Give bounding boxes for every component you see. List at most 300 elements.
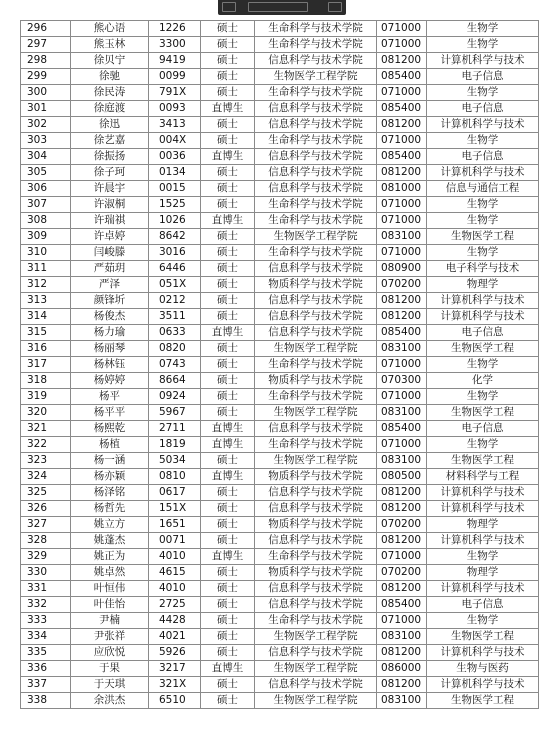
id-code-cell: 0036 bbox=[149, 149, 201, 165]
admission-list-table bbox=[20, 20, 539, 709]
id-code-cell: 1819 bbox=[149, 437, 201, 453]
name-cell: 徐子珂 bbox=[71, 165, 149, 181]
major-name-cell: 生物学 bbox=[427, 213, 539, 229]
degree-type-cell: 硕士 bbox=[201, 85, 255, 101]
id-code-cell: 3511 bbox=[149, 309, 201, 325]
major-code-cell: 083100 bbox=[377, 629, 427, 645]
name-cell: 姚蓬杰 bbox=[71, 533, 149, 549]
name-cell: 徐迅 bbox=[71, 117, 149, 133]
major-name-cell: 生物学 bbox=[427, 85, 539, 101]
major-name-cell: 生物医学工程 bbox=[427, 453, 539, 469]
name-cell: 许瑞祺 bbox=[71, 213, 149, 229]
id-code-cell: 0924 bbox=[149, 389, 201, 405]
id-code-cell: 8642 bbox=[149, 229, 201, 245]
major-code-cell: 081200 bbox=[377, 485, 427, 501]
row-number-cell: 338 bbox=[21, 693, 71, 709]
row-number-cell: 310 bbox=[21, 245, 71, 261]
degree-type-cell: 硕士 bbox=[201, 405, 255, 421]
degree-type-cell: 硕士 bbox=[201, 517, 255, 533]
major-name-cell: 电子信息 bbox=[427, 421, 539, 437]
school-cell: 生命科学与技术学院 bbox=[255, 613, 377, 629]
id-code-cell: 0015 bbox=[149, 181, 201, 197]
degree-type-cell: 硕士 bbox=[201, 229, 255, 245]
row-number-cell: 321 bbox=[21, 421, 71, 437]
id-code-cell: 5034 bbox=[149, 453, 201, 469]
major-code-cell: 070200 bbox=[377, 565, 427, 581]
name-cell: 杨平 bbox=[71, 389, 149, 405]
school-cell: 信息科学与技术学院 bbox=[255, 149, 377, 165]
degree-type-cell: 直博生 bbox=[201, 421, 255, 437]
name-cell: 姚正为 bbox=[71, 549, 149, 565]
major-code-cell: 083100 bbox=[377, 229, 427, 245]
name-cell: 熊心语 bbox=[71, 21, 149, 37]
id-code-cell: 0212 bbox=[149, 293, 201, 309]
school-cell: 生命科学与技术学院 bbox=[255, 245, 377, 261]
degree-type-cell: 硕士 bbox=[201, 565, 255, 581]
id-code-cell: 5967 bbox=[149, 405, 201, 421]
major-name-cell: 电子信息 bbox=[427, 149, 539, 165]
id-code-cell: 3413 bbox=[149, 117, 201, 133]
table-row bbox=[21, 517, 539, 533]
name-cell: 闫峻滕 bbox=[71, 245, 149, 261]
name-cell: 许晨宇 bbox=[71, 181, 149, 197]
major-name-cell: 生物医学工程 bbox=[427, 229, 539, 245]
name-cell: 熊玉林 bbox=[71, 37, 149, 53]
major-name-cell: 生物医学工程 bbox=[427, 405, 539, 421]
degree-type-cell: 硕士 bbox=[201, 501, 255, 517]
school-cell: 生命科学与技术学院 bbox=[255, 357, 377, 373]
school-cell: 信息科学与技术学院 bbox=[255, 533, 377, 549]
school-cell: 生物医学工程学院 bbox=[255, 661, 377, 677]
page-number-field[interactable] bbox=[248, 2, 308, 12]
major-code-cell: 081200 bbox=[377, 677, 427, 693]
table-row bbox=[21, 165, 539, 181]
school-cell: 信息科学与技术学院 bbox=[255, 309, 377, 325]
row-number-cell: 325 bbox=[21, 485, 71, 501]
id-code-cell: 4010 bbox=[149, 549, 201, 565]
major-code-cell: 083100 bbox=[377, 453, 427, 469]
row-number-cell: 336 bbox=[21, 661, 71, 677]
row-number-cell: 319 bbox=[21, 389, 71, 405]
row-number-cell: 322 bbox=[21, 437, 71, 453]
name-cell: 杨力瑜 bbox=[71, 325, 149, 341]
school-cell: 生命科学与技术学院 bbox=[255, 21, 377, 37]
name-cell: 姚卓然 bbox=[71, 565, 149, 581]
school-cell: 生物医学工程学院 bbox=[255, 69, 377, 85]
table-row bbox=[21, 85, 539, 101]
id-code-cell: 3217 bbox=[149, 661, 201, 677]
table-row bbox=[21, 549, 539, 565]
major-name-cell: 电子信息 bbox=[427, 101, 539, 117]
major-code-cell: 085400 bbox=[377, 101, 427, 117]
major-name-cell: 计算机科学与技术 bbox=[427, 581, 539, 597]
major-code-cell: 086000 bbox=[377, 661, 427, 677]
id-code-cell: 151X bbox=[149, 501, 201, 517]
major-code-cell: 081200 bbox=[377, 293, 427, 309]
id-code-cell: 0820 bbox=[149, 341, 201, 357]
major-name-cell: 物理学 bbox=[427, 277, 539, 293]
major-name-cell: 计算机科学与技术 bbox=[427, 293, 539, 309]
major-code-cell: 071000 bbox=[377, 133, 427, 149]
major-code-cell: 071000 bbox=[377, 85, 427, 101]
name-cell: 尹楠 bbox=[71, 613, 149, 629]
school-cell: 物质科学与技术学院 bbox=[255, 517, 377, 533]
school-cell: 物质科学与技术学院 bbox=[255, 373, 377, 389]
major-name-cell: 计算机科学与技术 bbox=[427, 53, 539, 69]
degree-type-cell: 硕士 bbox=[201, 133, 255, 149]
degree-type-cell: 硕士 bbox=[201, 453, 255, 469]
degree-type-cell: 直博生 bbox=[201, 469, 255, 485]
school-cell: 生物医学工程学院 bbox=[255, 453, 377, 469]
major-name-cell: 计算机科学与技术 bbox=[427, 645, 539, 661]
school-cell: 物质科学与技术学院 bbox=[255, 565, 377, 581]
prev-page-button[interactable] bbox=[222, 2, 236, 12]
major-name-cell: 化学 bbox=[427, 373, 539, 389]
major-code-cell: 081200 bbox=[377, 645, 427, 661]
name-cell: 徐艺嘉 bbox=[71, 133, 149, 149]
table-row bbox=[21, 309, 539, 325]
table-row bbox=[21, 693, 539, 709]
major-name-cell: 计算机科学与技术 bbox=[427, 533, 539, 549]
row-number-cell: 313 bbox=[21, 293, 71, 309]
row-number-cell: 315 bbox=[21, 325, 71, 341]
major-name-cell: 生物学 bbox=[427, 197, 539, 213]
row-number-cell: 302 bbox=[21, 117, 71, 133]
name-cell: 杨亦颖 bbox=[71, 469, 149, 485]
school-cell: 生命科学与技术学院 bbox=[255, 133, 377, 149]
row-number-cell: 312 bbox=[21, 277, 71, 293]
school-cell: 生命科学与技术学院 bbox=[255, 37, 377, 53]
id-code-cell: 5926 bbox=[149, 645, 201, 661]
row-number-cell: 334 bbox=[21, 629, 71, 645]
table-row bbox=[21, 373, 539, 389]
major-code-cell: 071000 bbox=[377, 357, 427, 373]
row-number-cell: 316 bbox=[21, 341, 71, 357]
id-code-cell: 0810 bbox=[149, 469, 201, 485]
name-cell: 许卓婷 bbox=[71, 229, 149, 245]
major-name-cell: 生物学 bbox=[427, 21, 539, 37]
major-name-cell: 生物学 bbox=[427, 437, 539, 453]
row-number-cell: 326 bbox=[21, 501, 71, 517]
table-row bbox=[21, 181, 539, 197]
table-row bbox=[21, 645, 539, 661]
name-cell: 许淑桐 bbox=[71, 197, 149, 213]
table-row bbox=[21, 325, 539, 341]
row-number-cell: 318 bbox=[21, 373, 71, 389]
id-code-cell: 1226 bbox=[149, 21, 201, 37]
table-row bbox=[21, 565, 539, 581]
id-code-cell: 3016 bbox=[149, 245, 201, 261]
row-number-cell: 328 bbox=[21, 533, 71, 549]
degree-type-cell: 硕士 bbox=[201, 165, 255, 181]
school-cell: 生命科学与技术学院 bbox=[255, 85, 377, 101]
name-cell: 尹张祥 bbox=[71, 629, 149, 645]
major-code-cell: 081200 bbox=[377, 501, 427, 517]
degree-type-cell: 硕士 bbox=[201, 53, 255, 69]
school-cell: 信息科学与技术学院 bbox=[255, 421, 377, 437]
degree-type-cell: 硕士 bbox=[201, 597, 255, 613]
major-name-cell: 计算机科学与技术 bbox=[427, 485, 539, 501]
degree-type-cell: 硕士 bbox=[201, 629, 255, 645]
table-row bbox=[21, 213, 539, 229]
school-cell: 物质科学与技术学院 bbox=[255, 469, 377, 485]
school-cell: 信息科学与技术学院 bbox=[255, 261, 377, 277]
degree-type-cell: 硕士 bbox=[201, 117, 255, 133]
major-name-cell: 信息与通信工程 bbox=[427, 181, 539, 197]
school-cell: 信息科学与技术学院 bbox=[255, 53, 377, 69]
row-number-cell: 304 bbox=[21, 149, 71, 165]
id-code-cell: 1525 bbox=[149, 197, 201, 213]
id-code-cell: 8664 bbox=[149, 373, 201, 389]
school-cell: 信息科学与技术学院 bbox=[255, 181, 377, 197]
major-code-cell: 071000 bbox=[377, 213, 427, 229]
row-number-cell: 299 bbox=[21, 69, 71, 85]
major-code-cell: 081000 bbox=[377, 181, 427, 197]
school-cell: 物质科学与技术学院 bbox=[255, 277, 377, 293]
major-name-cell: 电子信息 bbox=[427, 325, 539, 341]
degree-type-cell: 硕士 bbox=[201, 21, 255, 37]
degree-type-cell: 硕士 bbox=[201, 693, 255, 709]
row-number-cell: 323 bbox=[21, 453, 71, 469]
table-row bbox=[21, 37, 539, 53]
id-code-cell: 051X bbox=[149, 277, 201, 293]
table-row bbox=[21, 293, 539, 309]
name-cell: 徐贝宁 bbox=[71, 53, 149, 69]
name-cell: 杨俊杰 bbox=[71, 309, 149, 325]
degree-type-cell: 硕士 bbox=[201, 245, 255, 261]
name-cell: 于果 bbox=[71, 661, 149, 677]
row-number-cell: 306 bbox=[21, 181, 71, 197]
table-row bbox=[21, 501, 539, 517]
school-cell: 生命科学与技术学院 bbox=[255, 389, 377, 405]
school-cell: 生命科学与技术学院 bbox=[255, 213, 377, 229]
table-row bbox=[21, 485, 539, 501]
table-row bbox=[21, 21, 539, 37]
id-code-cell: 2725 bbox=[149, 597, 201, 613]
id-code-cell: 0743 bbox=[149, 357, 201, 373]
row-number-cell: 314 bbox=[21, 309, 71, 325]
row-number-cell: 333 bbox=[21, 613, 71, 629]
row-number-cell: 305 bbox=[21, 165, 71, 181]
major-name-cell: 物理学 bbox=[427, 517, 539, 533]
degree-type-cell: 硕士 bbox=[201, 293, 255, 309]
major-name-cell: 计算机科学与技术 bbox=[427, 501, 539, 517]
table-row bbox=[21, 261, 539, 277]
table-row bbox=[21, 421, 539, 437]
major-name-cell: 计算机科学与技术 bbox=[427, 677, 539, 693]
degree-type-cell: 硕士 bbox=[201, 197, 255, 213]
school-cell: 信息科学与技术学院 bbox=[255, 117, 377, 133]
degree-type-cell: 硕士 bbox=[201, 613, 255, 629]
degree-type-cell: 硕士 bbox=[201, 485, 255, 501]
major-name-cell: 生物学 bbox=[427, 37, 539, 53]
name-cell: 严茹玥 bbox=[71, 261, 149, 277]
row-number-cell: 309 bbox=[21, 229, 71, 245]
school-cell: 生命科学与技术学院 bbox=[255, 549, 377, 565]
name-cell: 杨平平 bbox=[71, 405, 149, 421]
table-row bbox=[21, 677, 539, 693]
table-row bbox=[21, 69, 539, 85]
school-cell: 信息科学与技术学院 bbox=[255, 101, 377, 117]
degree-type-cell: 硕士 bbox=[201, 357, 255, 373]
row-number-cell: 307 bbox=[21, 197, 71, 213]
row-number-cell: 331 bbox=[21, 581, 71, 597]
name-cell: 杨哲先 bbox=[71, 501, 149, 517]
degree-type-cell: 直博生 bbox=[201, 437, 255, 453]
degree-type-cell: 直博生 bbox=[201, 661, 255, 677]
row-number-cell: 300 bbox=[21, 85, 71, 101]
major-code-cell: 071000 bbox=[377, 37, 427, 53]
major-name-cell: 生物学 bbox=[427, 357, 539, 373]
table-row bbox=[21, 661, 539, 677]
major-name-cell: 生物医学工程 bbox=[427, 341, 539, 357]
major-code-cell: 071000 bbox=[377, 245, 427, 261]
major-name-cell: 生物学 bbox=[427, 613, 539, 629]
table-row bbox=[21, 357, 539, 373]
school-cell: 信息科学与技术学院 bbox=[255, 645, 377, 661]
name-cell: 杨熙乾 bbox=[71, 421, 149, 437]
major-code-cell: 085400 bbox=[377, 421, 427, 437]
row-number-cell: 335 bbox=[21, 645, 71, 661]
row-number-cell: 327 bbox=[21, 517, 71, 533]
name-cell: 杨泽铭 bbox=[71, 485, 149, 501]
degree-type-cell: 硕士 bbox=[201, 181, 255, 197]
major-code-cell: 071000 bbox=[377, 549, 427, 565]
major-code-cell: 085400 bbox=[377, 325, 427, 341]
major-code-cell: 083100 bbox=[377, 693, 427, 709]
major-name-cell: 物理学 bbox=[427, 565, 539, 581]
major-code-cell: 081200 bbox=[377, 53, 427, 69]
name-cell: 杨丽琴 bbox=[71, 341, 149, 357]
viewer-toolbar[interactable] bbox=[218, 0, 346, 15]
major-name-cell: 电子科学与技术 bbox=[427, 261, 539, 277]
degree-type-cell: 硕士 bbox=[201, 309, 255, 325]
row-number-cell: 308 bbox=[21, 213, 71, 229]
table-row bbox=[21, 245, 539, 261]
major-code-cell: 083100 bbox=[377, 405, 427, 421]
table-row bbox=[21, 469, 539, 485]
major-code-cell: 081200 bbox=[377, 117, 427, 133]
major-code-cell: 070200 bbox=[377, 277, 427, 293]
degree-type-cell: 直博生 bbox=[201, 549, 255, 565]
major-name-cell: 电子信息 bbox=[427, 69, 539, 85]
row-number-cell: 330 bbox=[21, 565, 71, 581]
degree-type-cell: 硕士 bbox=[201, 37, 255, 53]
major-code-cell: 071000 bbox=[377, 389, 427, 405]
table-row bbox=[21, 149, 539, 165]
table-row bbox=[21, 437, 539, 453]
row-number-cell: 296 bbox=[21, 21, 71, 37]
table-row bbox=[21, 53, 539, 69]
name-cell: 应欣悦 bbox=[71, 645, 149, 661]
id-code-cell: 0093 bbox=[149, 101, 201, 117]
major-code-cell: 085400 bbox=[377, 69, 427, 85]
name-cell: 徐振扬 bbox=[71, 149, 149, 165]
major-name-cell: 生物医学工程 bbox=[427, 629, 539, 645]
row-number-cell: 317 bbox=[21, 357, 71, 373]
school-cell: 信息科学与技术学院 bbox=[255, 165, 377, 181]
degree-type-cell: 硕士 bbox=[201, 677, 255, 693]
major-code-cell: 080900 bbox=[377, 261, 427, 277]
name-cell: 姚立方 bbox=[71, 517, 149, 533]
major-name-cell: 计算机科学与技术 bbox=[427, 309, 539, 325]
row-number-cell: 324 bbox=[21, 469, 71, 485]
table-row bbox=[21, 277, 539, 293]
row-number-cell: 329 bbox=[21, 549, 71, 565]
name-cell: 颜锋圻 bbox=[71, 293, 149, 309]
id-code-cell: 4615 bbox=[149, 565, 201, 581]
id-code-cell: 4021 bbox=[149, 629, 201, 645]
name-cell: 杨婷婷 bbox=[71, 373, 149, 389]
id-code-cell: 0617 bbox=[149, 485, 201, 501]
degree-type-cell: 硕士 bbox=[201, 389, 255, 405]
table-row bbox=[21, 581, 539, 597]
id-code-cell: 9419 bbox=[149, 53, 201, 69]
id-code-cell: 2711 bbox=[149, 421, 201, 437]
degree-type-cell: 直博生 bbox=[201, 101, 255, 117]
degree-type-cell: 硕士 bbox=[201, 341, 255, 357]
degree-type-cell: 硕士 bbox=[201, 373, 255, 389]
major-code-cell: 071000 bbox=[377, 437, 427, 453]
table-row bbox=[21, 197, 539, 213]
school-cell: 生物医学工程学院 bbox=[255, 693, 377, 709]
table-row bbox=[21, 341, 539, 357]
name-cell: 徐庭渡 bbox=[71, 101, 149, 117]
name-cell: 徐民涛 bbox=[71, 85, 149, 101]
degree-type-cell: 硕士 bbox=[201, 645, 255, 661]
page-margin bbox=[0, 715, 553, 753]
degree-type-cell: 直博生 bbox=[201, 325, 255, 341]
school-cell: 信息科学与技术学院 bbox=[255, 325, 377, 341]
id-code-cell: 6446 bbox=[149, 261, 201, 277]
major-name-cell: 生物与医药 bbox=[427, 661, 539, 677]
name-cell: 杨植 bbox=[71, 437, 149, 453]
name-cell: 严泽 bbox=[71, 277, 149, 293]
row-number-cell: 311 bbox=[21, 261, 71, 277]
degree-type-cell: 硕士 bbox=[201, 581, 255, 597]
school-cell: 生命科学与技术学院 bbox=[255, 197, 377, 213]
id-code-cell: 321X bbox=[149, 677, 201, 693]
name-cell: 叶佳怡 bbox=[71, 597, 149, 613]
major-name-cell: 计算机科学与技术 bbox=[427, 165, 539, 181]
major-code-cell: 070300 bbox=[377, 373, 427, 389]
next-page-button[interactable] bbox=[328, 2, 342, 12]
major-code-cell: 083100 bbox=[377, 341, 427, 357]
major-name-cell: 电子信息 bbox=[427, 597, 539, 613]
major-code-cell: 071000 bbox=[377, 21, 427, 37]
degree-type-cell: 硕士 bbox=[201, 277, 255, 293]
major-code-cell: 081200 bbox=[377, 165, 427, 181]
id-code-cell: 3300 bbox=[149, 37, 201, 53]
id-code-cell: 791X bbox=[149, 85, 201, 101]
name-cell: 杨一涵 bbox=[71, 453, 149, 469]
school-cell: 信息科学与技术学院 bbox=[255, 581, 377, 597]
table-body bbox=[21, 21, 539, 709]
id-code-cell: 6510 bbox=[149, 693, 201, 709]
name-cell: 于天琪 bbox=[71, 677, 149, 693]
school-cell: 信息科学与技术学院 bbox=[255, 501, 377, 517]
table-row bbox=[21, 229, 539, 245]
degree-type-cell: 硕士 bbox=[201, 69, 255, 85]
school-cell: 生命科学与技术学院 bbox=[255, 437, 377, 453]
id-code-cell: 0134 bbox=[149, 165, 201, 181]
name-cell: 叶恒伟 bbox=[71, 581, 149, 597]
major-code-cell: 080500 bbox=[377, 469, 427, 485]
table-row bbox=[21, 597, 539, 613]
table-row bbox=[21, 629, 539, 645]
table-row bbox=[21, 533, 539, 549]
school-cell: 信息科学与技术学院 bbox=[255, 677, 377, 693]
